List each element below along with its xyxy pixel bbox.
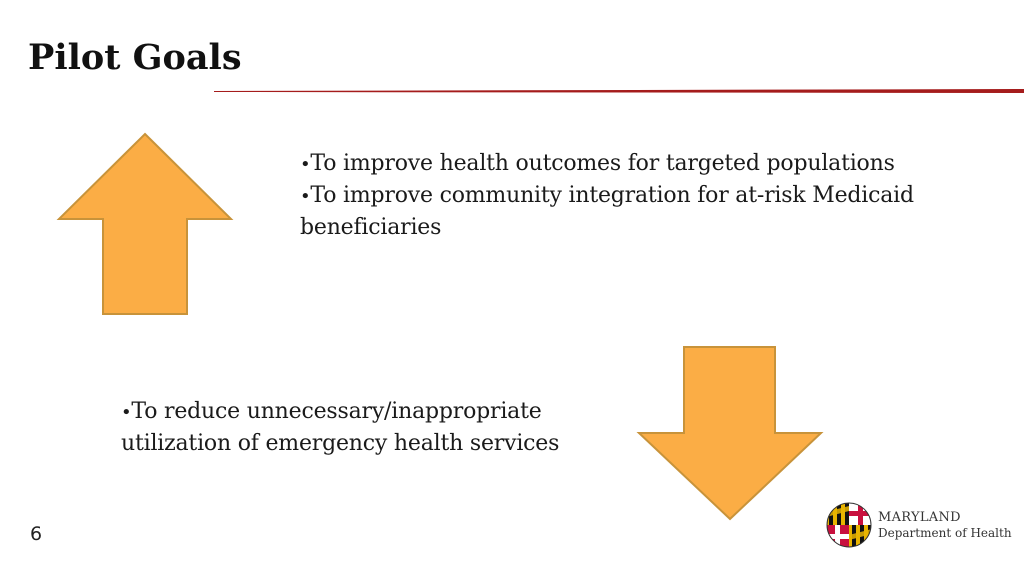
bullet: • xyxy=(121,402,132,423)
arrow-up-icon xyxy=(56,132,234,316)
maryland-flag-emblem-icon xyxy=(826,502,872,548)
list-item xyxy=(300,180,1000,243)
title-underline xyxy=(214,89,1024,93)
list-item xyxy=(121,396,621,459)
goal-text: To reduce unnecessary/inappropriate utilization of emergency health services xyxy=(121,399,560,456)
list-item xyxy=(300,148,1000,180)
goals-up-list xyxy=(300,148,1000,243)
maryland-health-logo xyxy=(826,502,1016,550)
arrow-down-icon xyxy=(636,345,824,521)
logo-text-department: Department of Health xyxy=(878,526,1012,540)
goals-down-list xyxy=(121,396,621,459)
bullet: • xyxy=(300,154,311,175)
goal-text: To improve health outcomes for targeted populations xyxy=(310,151,895,176)
slide-title: Pilot Goals xyxy=(28,37,242,78)
goal-text: To improve community integration for at-risk Medicaid beneficiaries xyxy=(300,183,914,240)
bullet: • xyxy=(300,186,311,207)
logo-text-maryland: MARYLAND xyxy=(878,510,961,525)
page-number: 6 xyxy=(30,523,43,545)
